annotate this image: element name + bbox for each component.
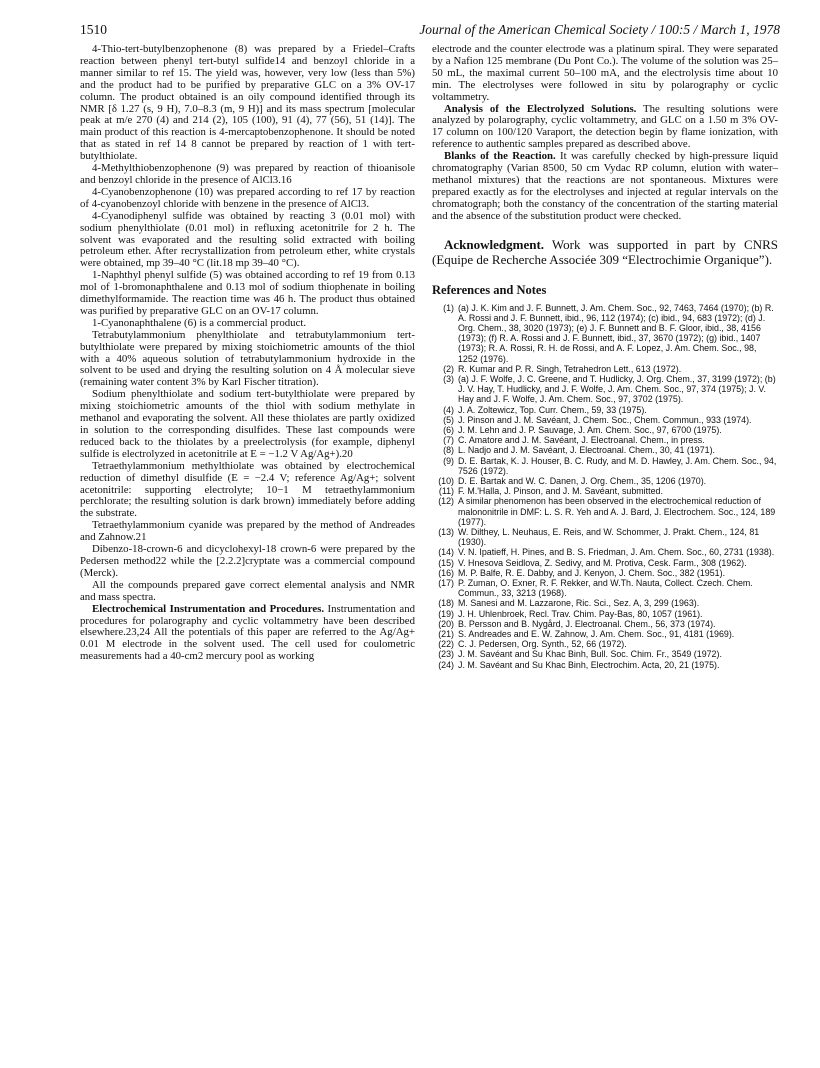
reference-item [432, 486, 778, 496]
reference-item [432, 629, 778, 639]
reference-item [432, 425, 778, 435]
reference-item [432, 639, 778, 649]
paragraph-blanks [432, 151, 778, 222]
reference-text: J. A. Zoltewicz, Top. Curr. Chem., 59, 33 (1975). [458, 404, 647, 415]
section-heading-electrochemical: Electrochemical Instrumentation and Procedures. [92, 602, 325, 615]
reference-text: W. Dilthey, L. Neuhaus, E. Reis, and W. Schommer, J. Prakt. Chem., 124, 81 (1930). [458, 526, 760, 548]
reference-text: J. M. Lehn and J. P. Sauvage, J. Am. Chem. Soc., 97, 6700 (1975). [458, 424, 722, 435]
reference-number: (23) [438, 649, 454, 660]
reference-number: (3) [443, 373, 454, 384]
paragraph-sodium-thiolates: Sodium phenylthiolate and sodium tert-butylthiolate were prepared by mixing stoichiometric amounts of the thiol with sodium methylate in methanol and evaporating the solvent. All these thiolates are partly oxidized in solution to the corresponding disulfides. These last compounds were reduced back to the thiolates by a preelectrolysis (for example, diphenyl sulfide is electrolyzed in acetonitrile at E = −1.2 V Ag/Ag+).20 [80, 388, 415, 460]
page-header [80, 22, 780, 42]
reference-item [432, 456, 778, 476]
reference-text: R. Kumar and P. R. Singh, Tetrahedron Lett., 613 (1972). [458, 363, 682, 374]
reference-number: (11) [438, 486, 454, 497]
reference-text: J. M. Savéant and Su Khac Binh, Electrochim. Acta, 20, 21 (1975). [458, 659, 720, 670]
reference-item [432, 660, 778, 670]
section-body-analysis: The resulting solutions were analyzed by polarography, cyclic voltammetry, and GLC on a 1.50 m 3% OV-17 column on 100/120 Varaport, the detection begin by flame ionization, with reference to authentic samples prepared as described above. [432, 102, 778, 151]
reference-item [432, 303, 778, 364]
paragraph-tetrabutylammonium-thiolates: Tetrabutylammonium phenylthiolate and tetrabutylammonium tert-butylthiolate were prepared by mixing stoichiometric amounts of the thiol with a 40% aqueous solution of tetrabutylammonium hydroxide in the solvent to be used and drying the resulting solution on 4 Å molecular sieve (remaining water content 3% by Karl Fischer titration). [80, 328, 415, 389]
reference-item [432, 374, 778, 405]
reference-text: J. Pinson and J. M. Savéant, J. Chem. Soc., Chem. Commun., 933 (1974). [458, 414, 752, 425]
reference-text: M. P. Balfe, R. E. Dabby, and J. Kenyon, J. Chem. Soc., 382 (1951). [458, 567, 726, 578]
paragraph-cyanobenzophenone: 4-Cyanobenzophenone (10) was prepared according to ref 17 by reaction of 4-cyanobenzoyl chloride with benzene in the presence of AlCl3. [80, 185, 415, 210]
reference-text: C. J. Pedersen, Org. Synth., 52, 66 (1972). [458, 639, 627, 650]
paragraph-crown-ethers: Dibenzo-18-crown-6 and dicyclohexyl-18 crown-6 were prepared by the Pedersen method22 while the [2.2.2]cryptate was a commercial compound (Merck). [80, 543, 415, 579]
reference-number: (10) [438, 475, 454, 486]
references-heading: References and Notes [432, 282, 547, 297]
reference-item [432, 496, 778, 527]
left-column [80, 44, 415, 663]
reference-text: F. M.'Halla, J. Pinson, and J. M. Savéant, submitted. [458, 486, 663, 497]
journal-citation-line: Journal of the American Chemical Society / 100:5 / March 1, 1978 [419, 22, 780, 37]
section-heading-analysis: Analysis of the Electrolyzed Solutions. [444, 102, 637, 115]
reference-text: V. Hnesova Seidlova, Z. Sedivy, and M. Protiva, Cesk. Farm., 308 (1962). [458, 557, 747, 568]
paragraph-cyanonaphthalene: 1-Cyanonaphthalene (6) is a commercial product. [92, 316, 307, 329]
reference-number: (19) [438, 608, 454, 619]
reference-number: (4) [443, 404, 454, 415]
reference-number: (20) [438, 618, 454, 629]
reference-number: (22) [438, 639, 454, 650]
paragraph-electrochemical-instrumentation [80, 604, 415, 664]
reference-number: (2) [443, 363, 454, 374]
right-column [432, 44, 778, 670]
reference-item [432, 527, 778, 547]
reference-number: (24) [438, 659, 454, 670]
reference-number: (6) [443, 424, 454, 435]
reference-item [432, 649, 778, 659]
reference-item [432, 558, 778, 568]
reference-item [432, 405, 778, 415]
reference-number: (7) [443, 435, 454, 446]
reference-text: S. Andreades and E. W. Zahnow, J. Am. Chem. Soc., 91, 4181 (1969). [458, 629, 735, 639]
reference-text: B. Persson and B. Nygård, J. Electroanal. Chem., 56, 373 (1974). [458, 618, 716, 629]
reference-item [432, 476, 778, 486]
section-heading-blanks: Blanks of the Reaction. [444, 150, 556, 163]
reference-text: D. E. Bartak, K. J. Houser, B. C. Rudy, and M. D. Hawley, J. Am. Chem. Soc., 94, 7526 (1972). [458, 455, 777, 476]
reference-item [432, 547, 778, 557]
reference-item [432, 568, 778, 578]
paragraph-elemental-analysis: All the compounds prepared gave correct elemental analysis and NMR and mass spectra. [80, 578, 415, 603]
reference-item [432, 415, 778, 425]
reference-item [432, 435, 778, 445]
reference-text: A similar phenomenon has been observed in the electrochemical reduction of malononitrile in DMF: L. S. R. Yeh and A. J. Bard, J. Electrochem. Soc., 124, 189 (1977). [458, 496, 776, 527]
paragraph-thio-tert-butylbenzophenone: 4-Thio-tert-butylbenzophenone (8) was prepared by a Friedel–Crafts reaction between phenyl tert-butyl sulfide14 and benzoyl chloride in a manner similar to ref 15. The yield was, however, very low (less than 5%) and the product had to be purified by preparative GLC on a 3% OV-17 column. The product obtained is an oily compound identified through its NMR [δ 1.27 (s, 9 H), 7.0–8.3 (m, 9 H)] and its mass spectrum [molecular peak at m/e 270 (4) and 214 (2), 105 (100), 91 (4), 77 (56), 51 (14)]. The main product of this reaction is 4-mercaptobenzophenone. It should be noted that as stated in ref 14 8 cannot be prepared by reaction of 1 with tert-butylthiolate. [80, 43, 415, 163]
section-body-electrochemical: Instrumentation and procedures for polarography and cyclic voltammetry have been described elsewhere.23,24 All the potentials of this paper are referred to the Ag/Ag+ 0.01 M electrode in the solvent used. The cell used for coulometric measurements had a 40-cm2 mercury pool as working [80, 602, 416, 663]
reference-number: (9) [443, 455, 454, 466]
reference-item [432, 364, 778, 374]
reference-text: D. E. Bartak and W. C. Danen, J. Org. Chem., 35, 1206 (1970). [458, 475, 707, 486]
reference-number: (1) [443, 302, 454, 313]
reference-number: (14) [438, 547, 454, 558]
reference-text: M. Sanesi and M. Lazzarone, Ric. Sci., Sez. A, 3, 299 (1963). [458, 598, 700, 609]
paragraph-tetraethylammonium-cyanide: Tetraethylammonium cyanide was prepared by the method of Andreades and Zahnow.21 [80, 519, 415, 544]
reference-text: J. H. Uhlenbroek, Recl. Trav. Chim. Pay-Bas, 80, 1057 (1961). [458, 608, 703, 619]
reference-text: P. Zuman, O. Exner, R. F. Rekker, and W.Th. Nauta, Collect. Czech. Chem. Commun., 33, 3213 (1968). [458, 577, 753, 599]
reference-number: (8) [443, 445, 454, 456]
reference-number: (16) [438, 567, 454, 578]
reference-list [432, 303, 778, 670]
reference-text: V. N. Ipatieff, H. Pines, and B. S. Friedman, J. Am. Chem. Soc., 60, 2731 (1938). [458, 547, 775, 558]
reference-item [432, 609, 778, 619]
reference-number: (12) [438, 496, 454, 507]
reference-text: C. Amatore and J. M. Savéant, J. Electroanal. Chem., in press. [458, 435, 705, 446]
reference-item [432, 578, 778, 598]
reference-number: (5) [443, 414, 454, 425]
reference-number: (15) [438, 557, 454, 568]
reference-text: (a) J. F. Wolfe, J. C. Greene, and T. Hudlicky, J. Org. Chem., 37, 3199 (1972); (b) J. V. Hay, T. Hudlicky, and J. F. Wolfe, J. Am. Chem. Soc., 97, 374 (1975); J. V. Hay and J. F. Wolfe, J. Am. Chem. Soc., 97, 3702 (1975). [458, 373, 776, 405]
reference-item [432, 445, 778, 455]
acknowledgment-body: Work was supported in part by CNRS (Equipe de Recherche Associée 309 “Electrochimie Organique”). [432, 236, 778, 267]
reference-number: (21) [438, 629, 454, 639]
reference-number: (13) [438, 526, 454, 537]
reference-text: (a) J. K. Kim and J. F. Bunnett, J. Am. Chem. Soc., 92, 7463, 7464 (1970); (b) R. A. Rossi and J. F. Bunnett, ibid., 96, 112 (1974); (c) ibid., 94, 683 (1972); (d) J. Org. Chem., 38, 3020 (1973); (e) J. F. Bunnett and B. F. Gloor, ibid., 38, 4156 (1973); (f) R. A. Rossi and J. F. Bunnett, ibid., 37, 3670 (1972); (g) ibid., 1407 (1973); R. A. Rossi, R. H. de Rossi, and A. F. Lopez, J. Am. Chem. Soc., 98, 1252 (1976). [458, 302, 774, 364]
paragraph-naphthyl-phenyl-sulfide: 1-Naphthyl phenyl sulfide (5) was obtained according to ref 19 from 0.13 mol of 1-bromonaphthalene and 0.13 mol of sodium thiophenate in boiling dimethylformamide. The reaction time was 46 h. The product thus obtained was purified by preparative GLC on an OV-17 column. [80, 269, 415, 317]
section-body-blanks: It was carefully checked by high-pressure liquid chromatography (Varian 8500, 50 cm Vydac RP column, elution with water–methanol mixtures) that the reactions are not spontaneous. Mixtures were prepared exactly as for the electrolyses and injected at regular intervals on the chromatograph; both the constancy of the concentration of the starting material and the absence of the substitution product were checked. [432, 150, 778, 222]
reference-text: J. M. Savéant and Su Khac Binh, Bull. Soc. Chim. Fr., 3549 (1972). [458, 649, 722, 660]
paragraph-analysis [432, 104, 778, 152]
paragraph-tetraethylammonium-methylthiolate: Tetraethylammonium methylthiolate was obtained by electrochemical reduction of dimethyl disulfide (E = −2.4 V; reference Ag/Ag+; solvent acetonitrile: supporting electrolyte; 10−1 M tetraethylammonium perchlorate; the resulting solution is dark brown) immediately before adding the substrate. [80, 459, 415, 520]
paragraph-cyanodiphenyl-sulfide: 4-Cyanodiphenyl sulfide was obtained by reacting 3 (0.01 mol) with sodium phenylthiolate (0.01 mol) in refluxing acetonitrile for 2 h. The solvent was evaporated and the resulting solid extracted with boiling petroleum ether. After recrystallization from petroleum ether, white crystals were obtained, mp 39–40 °C (lit.18 mp 39–40 °C). [80, 209, 415, 270]
reference-number: (18) [438, 598, 454, 609]
reference-item [432, 598, 778, 608]
reference-text: L. Nadjo and J. M. Savéant, J. Electroanal. Chem., 30, 41 (1971). [458, 445, 716, 456]
reference-item [432, 619, 778, 629]
page-number: 1510 [80, 22, 107, 37]
paragraph-electrode-continued: electrode and the counter electrode was a platinum spiral. They were separated by a Nafion 125 membrane (Du Pont Co.). The volume of the solution was 25–50 mL, the maximal current 50–100 mA, and the electrolysis time about 10 min. The electrolyses were followed in situ by polarography or cyclic voltammetry. [432, 43, 778, 103]
acknowledgment-heading: Acknowledgment. [444, 236, 545, 252]
reference-number: (17) [438, 577, 454, 588]
paragraph-methylthiobenzophenone: 4-Methylthiobenzophenone (9) was prepared by reaction of thioanisole and benzoyl chloride in the presence of AlCl3.16 [80, 162, 415, 186]
acknowledgment [432, 237, 778, 267]
